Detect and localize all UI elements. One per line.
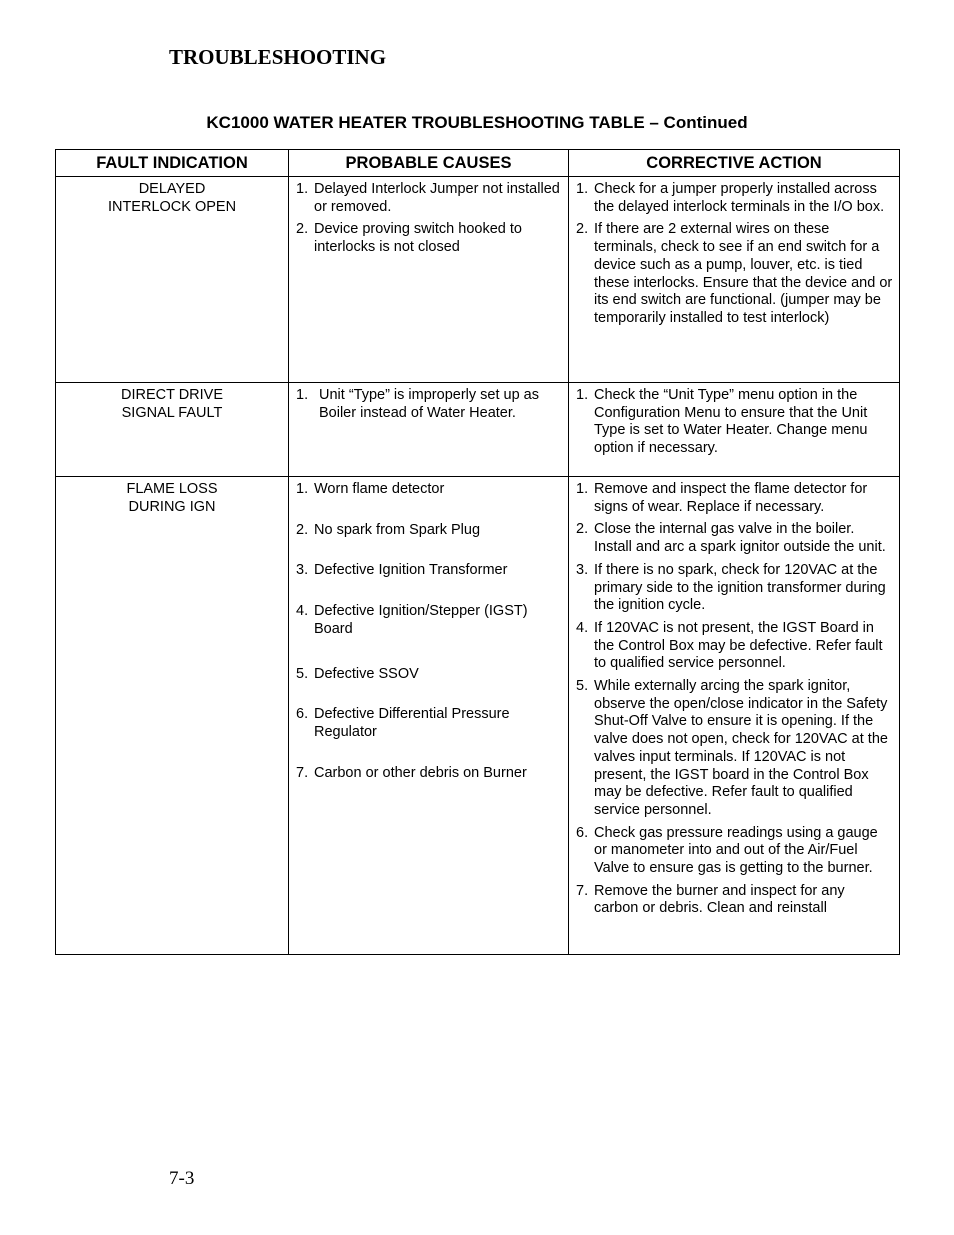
list-item <box>576 387 893 458</box>
item-number: 4. <box>296 603 309 620</box>
item-text: Carbon or other debris on Burner <box>314 764 527 781</box>
list-item <box>576 620 893 673</box>
item-number: 1. <box>576 481 589 497</box>
item-text: Remove the burner and inspect for any carbon or debris. Clean and reinstall <box>594 882 845 917</box>
actions-cell <box>569 177 900 383</box>
list-item <box>576 221 893 327</box>
item-number: 4. <box>576 619 589 636</box>
section-title: TROUBLESHOOTING <box>169 45 387 69</box>
item-number: 1. <box>576 181 589 197</box>
fault-cell <box>56 383 289 477</box>
item-text: Delayed Interlock Jumper not installed or removed. <box>314 181 560 215</box>
header-probable-causes: PROBABLE CAUSES <box>289 150 569 177</box>
fault-text: SIGNAL FAULT <box>121 404 223 421</box>
item-text: Close the internal gas valve in the boiler. Install and arc a spark ignitor outside the unit. <box>594 521 886 556</box>
header-fault-indication: FAULT INDICATION <box>56 150 289 177</box>
fault-cell <box>56 477 289 955</box>
item-text: While externally arcing the spark ignitor, observe the open/close indicator in the Safety Shut-Off Valve to ensure it is opening. If the valve does not open, check for 120VAC at the valves input terminals. If 120VAC is not present, the IGST board in the Control Box may be defective. Refer fault to qualified service personnel. <box>594 678 888 818</box>
item-number: 6. <box>576 824 589 841</box>
list-item <box>576 181 893 216</box>
causes-cell <box>289 177 569 383</box>
item-number: 2. <box>576 221 589 238</box>
causes-cell <box>289 477 569 955</box>
item-number: 3. <box>296 562 309 579</box>
fault-text: DIRECT DRIVE <box>120 387 224 403</box>
item-number: 2. <box>296 221 309 238</box>
page-number: 7-3 <box>169 1168 195 1189</box>
item-text: Unit “Type” is improperly set up as Boiler instead of Water Heater. <box>319 387 539 421</box>
item-number: 6. <box>296 706 309 723</box>
list-item <box>576 678 893 820</box>
causes-cell <box>289 383 569 477</box>
list-item <box>296 481 560 499</box>
actions-cell <box>569 383 900 477</box>
item-number: 2. <box>296 521 309 538</box>
item-text: Defective Ignition/Stepper (IGST) Board <box>314 603 528 637</box>
table-row <box>56 177 900 383</box>
list-item <box>576 825 893 878</box>
table-title: KC1000 WATER HEATER TROUBLESHOOTING TABLE – Continued <box>206 113 748 132</box>
list-item <box>576 521 893 556</box>
item-number: 5. <box>296 665 309 682</box>
table-row <box>56 477 900 955</box>
header-corrective-action: CORRECTIVE ACTION <box>569 150 900 177</box>
item-text: Remove and inspect the flame detector for signs of wear. Replace if necessary. <box>594 481 868 515</box>
list-item <box>576 883 893 918</box>
troubleshooting-table <box>55 149 900 955</box>
list-item <box>296 387 560 422</box>
list-item <box>296 706 560 741</box>
item-text: If there is no spark, check for 120VAC at the primary side to the ignition transformer during the ignition cycle. <box>594 561 886 614</box>
fault-text: INTERLOCK OPEN <box>107 198 237 215</box>
item-text: Check the “Unit Type” menu option in the Configuration Menu to ensure that the Unit Type is set to Water Heater. Change menu option if necessary. <box>594 387 868 457</box>
item-number: 1. <box>296 181 309 197</box>
item-text: Defective Ignition Transformer <box>314 562 508 579</box>
actions-cell <box>569 477 900 955</box>
item-text: Check for a jumper properly installed across the delayed interlock terminals in the I/O box. <box>594 181 885 215</box>
item-number: 1. <box>296 387 309 403</box>
item-text: Check gas pressure readings using a gauge or manometer into and out of the Air/Fuel Valve to ensure gas is getting to the burner. <box>594 824 878 877</box>
list-item <box>296 221 560 256</box>
item-text: Defective SSOV <box>314 665 419 682</box>
list-item <box>296 603 560 638</box>
item-number: 5. <box>576 678 589 695</box>
fault-cell <box>56 177 289 383</box>
item-text: Defective Differential Pressure Regulator <box>314 706 510 740</box>
list-item <box>576 481 893 516</box>
item-text: No spark from Spark Plug <box>314 521 481 538</box>
table-row <box>56 383 900 477</box>
fault-text: DURING IGN <box>128 498 216 515</box>
item-number: 1. <box>576 387 589 403</box>
item-number: 3. <box>576 561 589 578</box>
item-text: Worn flame detector <box>314 481 445 497</box>
item-number: 7. <box>576 882 589 899</box>
fault-text: DELAYED <box>138 181 206 197</box>
list-item <box>296 522 560 540</box>
item-text: If there are 2 external wires on these terminals, check to see if an end switch for a device such as a pump, louver, etc. is tied these interlocks. Ensure that the device and or its end switch are functional. (jumper may be temporarily installed to test interlock) <box>594 221 893 326</box>
list-item <box>296 562 560 580</box>
item-text: Device proving switch hooked to interlocks is not closed <box>314 221 522 256</box>
list-item <box>576 562 893 615</box>
list-item <box>296 765 560 783</box>
table-header-row <box>56 150 900 177</box>
item-number: 2. <box>576 521 589 538</box>
item-text: If 120VAC is not present, the IGST Board in the Control Box may be defective. Refer fault to qualified service personnel. <box>594 619 883 672</box>
fault-text: FLAME LOSS <box>126 481 218 497</box>
list-item <box>296 666 560 684</box>
item-number: 7. <box>296 764 309 781</box>
item-number: 1. <box>296 481 309 497</box>
list-item <box>296 181 560 216</box>
